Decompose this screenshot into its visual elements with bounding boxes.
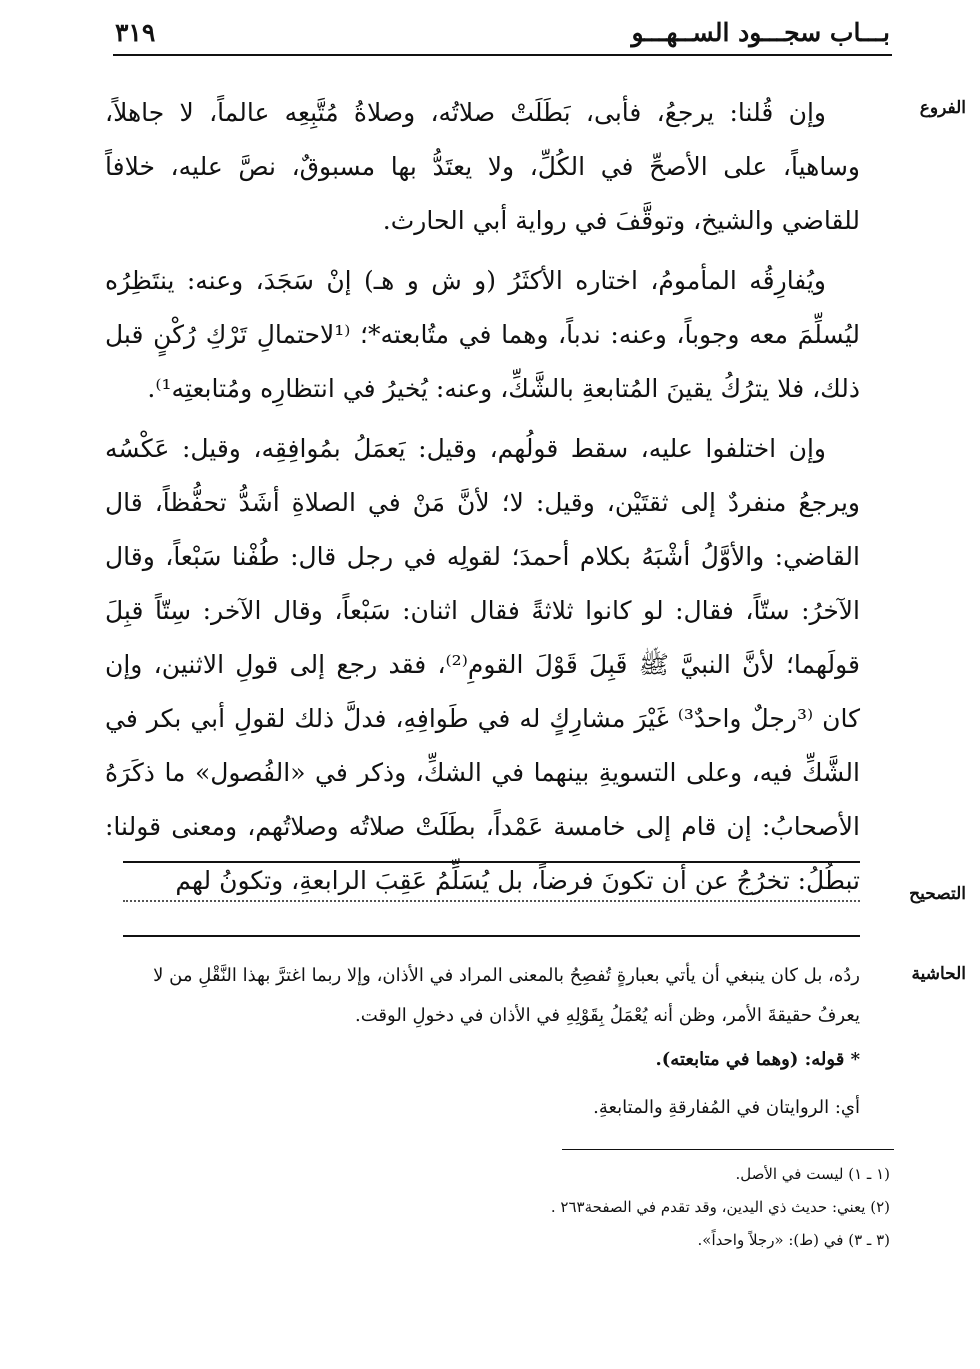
tashih-dotted-line bbox=[123, 900, 860, 902]
hashia-line: ردُه، بل كان ينبغي أن يأتي بعبارةٍ تُفصِحُ بالمعنى المراد في الأذان، وإلا ربما اغترَّ بهذا النَّقْلِ من لا يعرفُ حقيقةَ الأمر، وظن أنه يُعْمَلُ بِقَوْلِهِ في الأذان في دخولِ الوقت. bbox=[153, 965, 860, 1026]
hashia-text bbox=[115, 956, 860, 1128]
main-text bbox=[105, 86, 860, 908]
footnote-2: (٢) يعني: حديث ذي اليدين، وقد تقدم في الصفحة٢٦٣ . bbox=[550, 1198, 890, 1216]
tashih-bottom-rule bbox=[123, 935, 860, 937]
margin-label-hashia: الحاشية bbox=[911, 964, 966, 984]
footnote-1: (١ ـ ١) ليست في الأصل. bbox=[735, 1165, 890, 1183]
margin-label-tashih: التصحيح bbox=[909, 884, 966, 904]
tashih-top-rule bbox=[123, 861, 860, 863]
running-head: بـــاب سجـــود الســهـــو bbox=[631, 18, 890, 47]
main-paragraph-3: وإن اختلفوا عليه، سقط قولُهم، وقيل: يَعمَلُ بمُوافِقِه، وقيل: عَكْسُه ويرجعُ منفردٌ إلى ثقتَيْن، وقيل: لا؛ لأنَّ مَنْ في الصلاةِ أشَدُّ تحفُّظاً، قال القاضي: والأوَّلُ أشْبَهُ بكلام أحمدَ؛ لقولِه في رجل قال: طُفْنا سَبْعاً، وقال الآخرُ: ستّاً، فقال: لو كانوا ثلاثةً فقال اثنان: سَبْعاً، وقال الآخر: سِتّاً قبِلَ قولَهما؛ لأنَّ النبيَّ ﷺ قَبِلَ قَوْلَ القومِ⁽²⁾، فقد رجع إلى قولِ الاثنين، وإن كان ⁽³رجلٌ واحدٌ³⁾ غَيْرَ مشارِكٍ له في طَوافِهِ، فدلَّ ذلك لقولِ أبي بكر في الشَّكِّ فيه، وعلى التسويةِ بينهما في الشكِّ، وذكر في «الفُصول» ما ذكَرَهُ الأصحابُ: إن قام إلى خامسة عَمْداً، بطَلَتْ صلاتُه وصلاتُهم، ومعنى قولنا: تبطُلُ: تخرُجُ عن أن تكونَ فرضاً، بل يُسَلِّمُ عَقِبَ الرابعةِ، وتكونُ لهم bbox=[105, 434, 860, 895]
hashia-heading: * قوله: (وهما في متابعته). bbox=[655, 1049, 860, 1070]
main-paragraph-2: ويُفارِقُه المأمومُ، اختاره الأكثَرُ (و ش و هـ) إنْ سَجَدَ، وعنه: ينتَظِرُه ليُسلِّمَ معه وجوباً، وعنه: ندباً، وهما في متُابعته*؛ ⁽¹لاحتمالِ تَرْكِ رُكْنٍ قبل ذلك، فلا يترُكُ يقينَ المُتابعةِ بالشَّكِّ، وعنه: يُخيرُ في انتظارِه ومُتابعتِه¹⁾. bbox=[105, 266, 861, 403]
main-paragraph-1: وإن قُلنا: يرجعُ، فأبى، بَطَلَتْ صلاتُه، وصلاةُ مُتَّبِعِه عالماً، لا جاهلاً، وساهياً، على الأصحِّ في الكُلِّ، ولا يعتَدُّ بها مسبوقٌ، نصَّ عليه، خلافاً للقاضي والشيخ، وتوقَّفَ في رواية أبي الحارث. bbox=[105, 98, 860, 235]
margin-label-furu: الفروع bbox=[919, 98, 966, 118]
footnote-3: (٣ ـ ٣) في (ط): «رجلاً واحداً». bbox=[697, 1231, 890, 1249]
page-number: ٣١٩ bbox=[115, 18, 156, 47]
hashia-explanation: أي: الروايتان في المُفارقةِ والمتابعةِ. bbox=[593, 1097, 860, 1118]
footnote-rule bbox=[562, 1149, 894, 1150]
footnotes bbox=[150, 1158, 890, 1257]
header-rule bbox=[113, 54, 892, 56]
